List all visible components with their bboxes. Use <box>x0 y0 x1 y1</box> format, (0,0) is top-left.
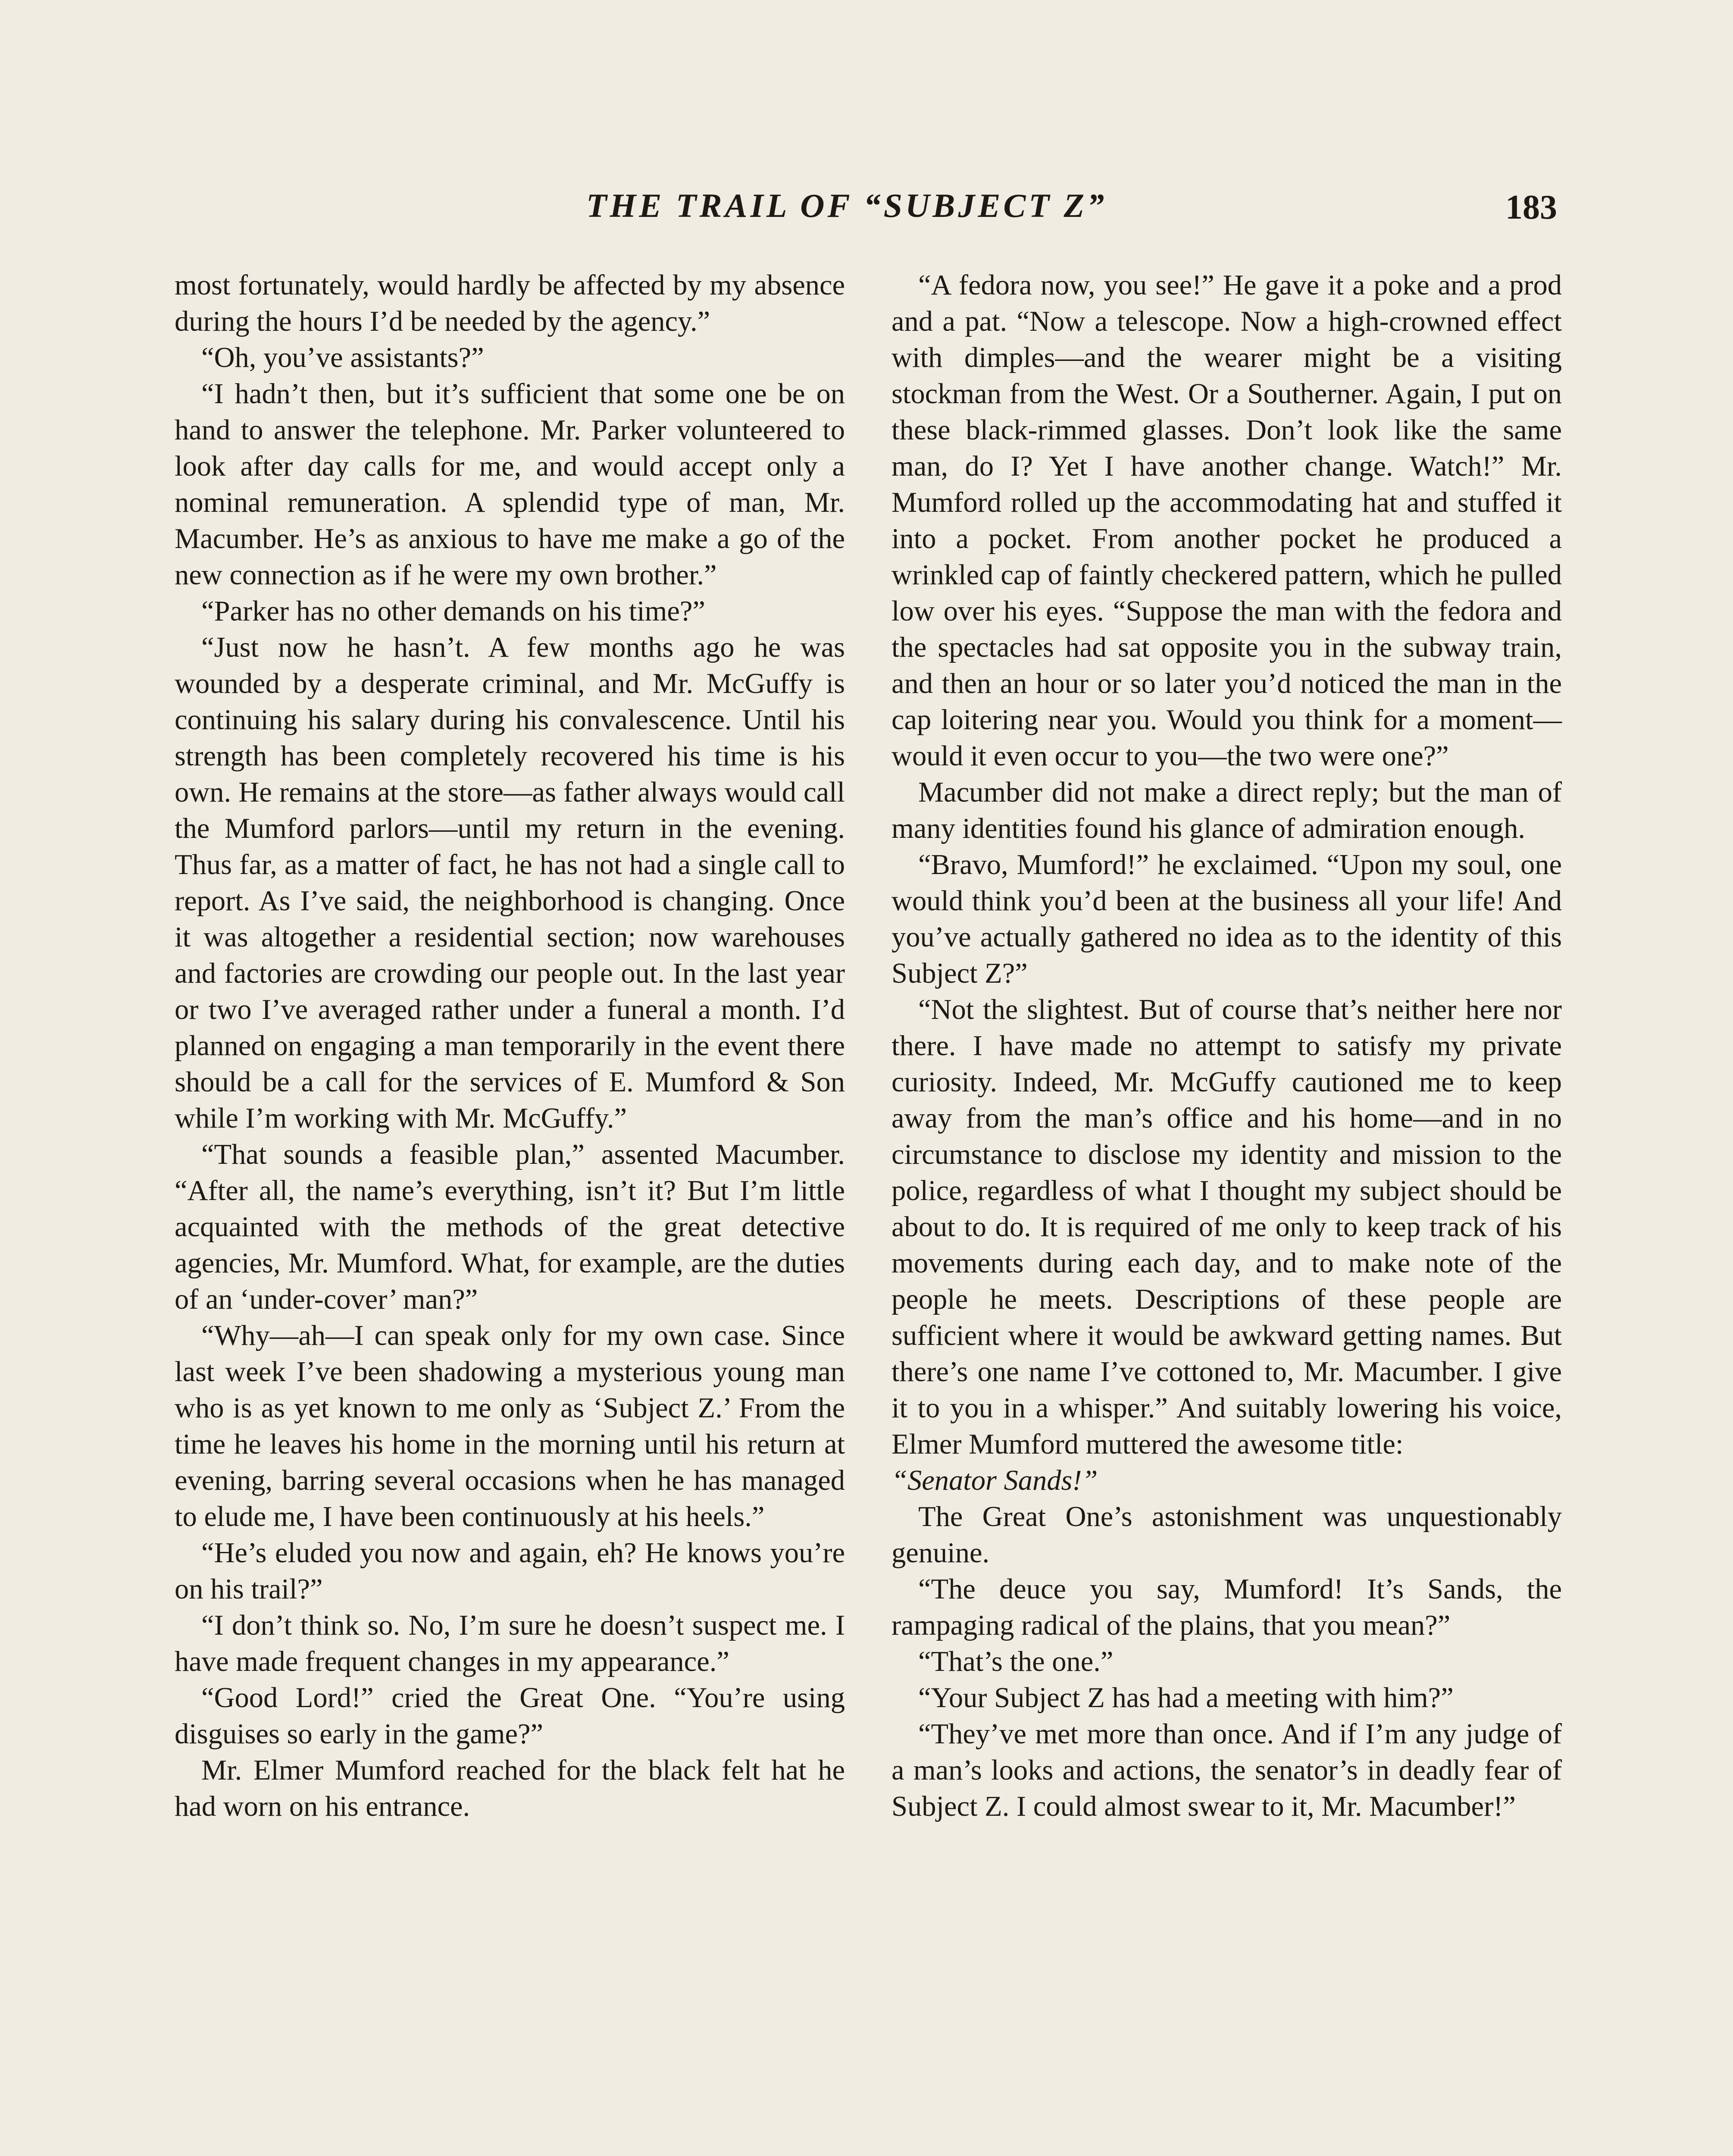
page-number: 183 <box>1505 188 1557 226</box>
left-column <box>175 267 845 1825</box>
paragraph: “That’s the one.” <box>918 1646 1114 1677</box>
right-column <box>892 267 1562 1825</box>
paragraph-emphasis: “Senator Sands!” <box>892 1465 1098 1496</box>
paragraph: “Why—ah—I can speak only for my own case. Since last week I’ve been shadowing a mysterious young man who is as yet known to me only as ‘Subject Z.’ From the time he leaves his home in the morning until his return at evening, barring several occasions when he has managed to elude me, I have been continuously at his heels.” <box>175 1320 845 1532</box>
paragraph: “Oh, you’ve assistants?” <box>201 342 484 373</box>
paragraph: Mr. Elmer Mumford reached for the black felt hat he had worn on his entrance. <box>175 1755 845 1822</box>
paragraph: “I don’t think so. No, I’m sure he doesn’t suspect me. I have made frequent changes in my appearance.” <box>175 1610 845 1677</box>
paragraph: “Not the slightest. But of course that’s neither here nor there. I have made no attempt to satisfy my private curiosity. Indeed, Mr. McGuffy cautioned me to keep away from the man’s office and his home—and in no circumstance to disclose my identity and mission to the police, regardless of what I thought my subject should be about to do. It is required of me only to keep track of his movements during each day, and to make note of the people he meets. Descriptions of these people are sufficient where it would be awkward getting names. But there’s one name I’ve cottoned to, Mr. Macumber. I give it to you in a whisper.” And suitably lowering his voice, Elmer Mumford muttered the awesome title: <box>892 994 1562 1460</box>
paragraph: “Good Lord!” cried the Great One. “You’re using disguises so early in the game?” <box>175 1682 845 1750</box>
paragraph: “Bravo, Mumford!” he exclaimed. “Upon my soul, one would think you’d been at the business all your life! And you’ve actually gathered no idea as to the identity of this Subject Z?” <box>892 849 1562 989</box>
paragraph: “Parker has no other demands on his time?” <box>201 595 705 627</box>
paragraph: The Great One’s astonishment was unquestionably genuine. <box>892 1501 1562 1569</box>
paragraph: “The deuce you say, Mumford! It’s Sands, the rampaging radical of the plains, that you mean?” <box>892 1573 1562 1641</box>
running-title: THE TRAIL OF “SUBJECT Z” <box>586 187 1107 224</box>
paragraph: most fortunately, would hardly be affected by my absence during the hours I’d be needed by the agency.” <box>175 270 845 337</box>
paragraph: “Your Subject Z has had a meeting with him?” <box>918 1682 1454 1714</box>
paragraph: “I hadn’t then, but it’s sufficient that some one be on hand to answer the telephone. Mr. Parker volunteered to look after day calls for me, and would accept only a nominal remuneration. A splendid type of man, Mr. Macumber. He’s as anxious to have me make a go of the new connection as if he were my own brother.” <box>175 378 845 591</box>
paragraph: “They’ve met more than once. And if I’m any judge of a man’s looks and actions, the senator’s in deadly fear of Subject Z. I could almost swear to it, Mr. Macumber!” <box>892 1718 1562 1822</box>
paragraph: “A fedora now, you see!” He gave it a poke and a prod and a pat. “Now a telescope. Now a high-crowned effect with dimples—and the wearer might be a visiting stockman from the West. Or a Southerner. Again, I put on these black-rimmed glasses. Don’t look like the same man, do I? Yet I have another change. Watch!” Mr. Mumford rolled up the accommodating hat and stuffed it into a pocket. From another pocket he produced a wrinkled cap of faintly checkered pattern, which he pulled low over his eyes. “Suppose the man with the fedora and the spectacles had sat opposite you in the subway train, and then an hour or so later you’d noticed the man in the cap loitering near you. Would you think for a moment—would it even occur to you—the two were one?” <box>892 270 1562 772</box>
paragraph: Macumber did not make a direct reply; but the man of many identities found his glance of admiration enough. <box>892 777 1562 844</box>
paragraph: “He’s eluded you now and again, eh? He knows you’re on his trail?” <box>175 1537 845 1605</box>
paragraph: “That sounds a feasible plan,” assented Macumber. “After all, the name’s everything, isn’t it? But I’m little acquainted with the methods of the great detective agencies, Mr. Mumford. What, for example, are the duties of an ‘under-cover’ man?” <box>175 1139 845 1315</box>
paragraph: “Just now he hasn’t. A few months ago he was wounded by a desperate criminal, and Mr. McGuffy is continuing his salary during his convalescence. Until his strength has been completely recovered his time is his own. He remains at the store—as father always would call the Mumford parlors—until my return in the evening. Thus far, as a matter of fact, he has not had a single call to report. As I’ve said, the neighborhood is changing. Once it was altogether a residential section; now warehouses and factories are crowding our people out. In the last year or two I’ve averaged rather under a funeral a month. I’d planned on engaging a man temporarily in the event there should be a call for the services of E. Mumford & Son while I’m working with Mr. McGuffy.” <box>175 632 845 1134</box>
